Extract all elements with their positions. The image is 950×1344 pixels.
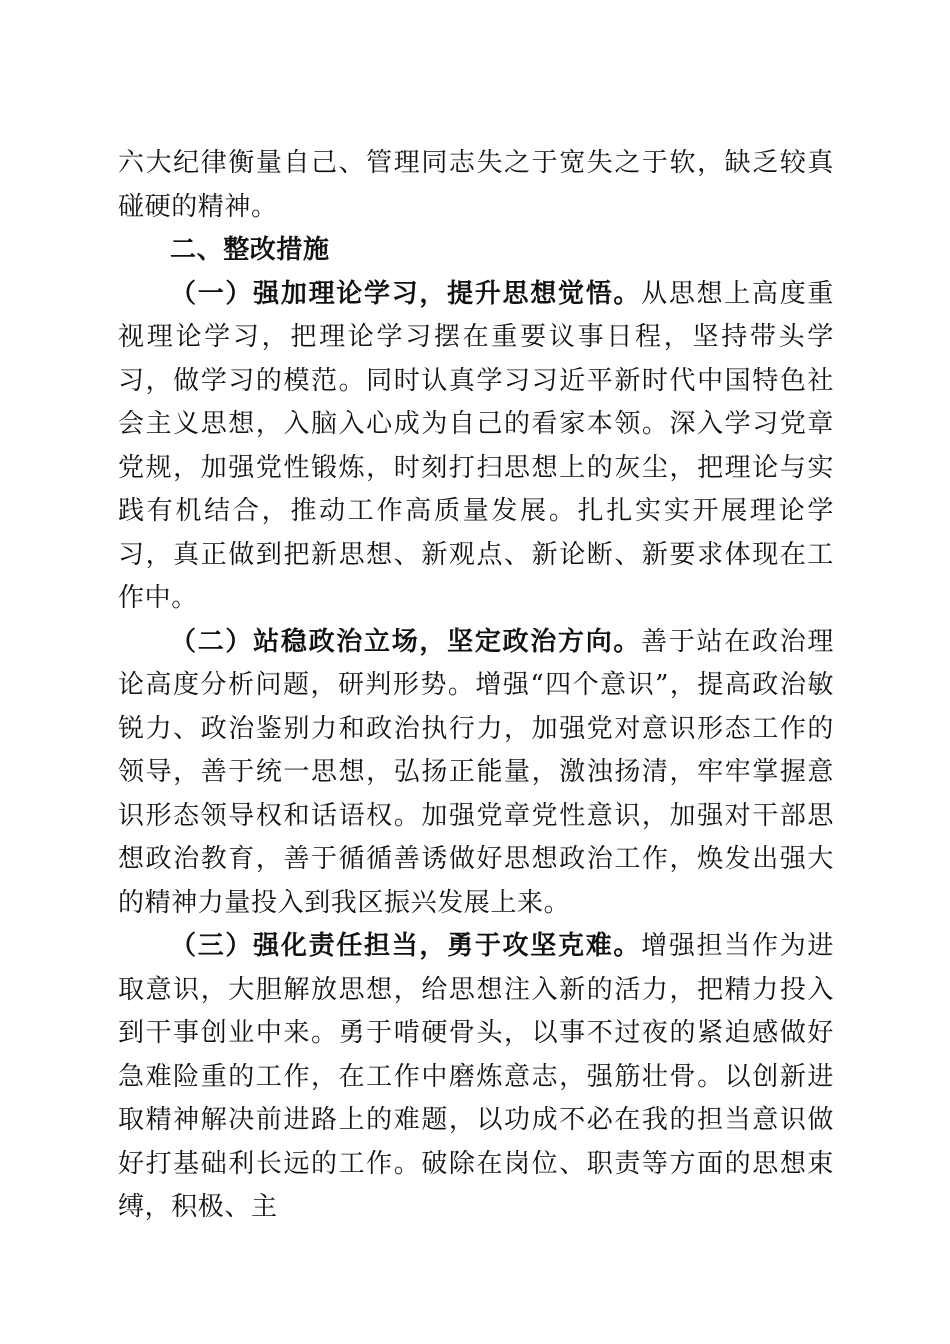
measure-body-2: 善于站在政治理论高度分析问题，研判形势。增强“四个意识”，提高政治敏锐力、政治鉴别力和政治执行力，加强党对意识形态工作的领导，善于统一思想，弘扬正能量，激浊扬清，牢牢掌握意识形态领导权和话语权。加强党章党性意识，加强对干部思想政治教育，善于循循善诱做好思想政治工作，焕发出强大的精神力量投入到我区振兴发展上来。 — [118, 626, 835, 918]
measure-body-3: 增强担当作为进取意识，大胆解放思想，给思想注入新的活力，把精力投入到干事创业中来。勇于啃硬骨头，以事不过夜的紧迫感做好急难险重的工作，在工作中磨炼意志，强筋壮骨。以创新进取精神解决前进路上的难题，以功成不必在我的担当意识做好打基础利长远的工作。破除在岗位、职责等方面的思想束缚，积极、主 — [118, 931, 835, 1222]
measure-body-1: 从思想上高度重视理论学习，把理论学习摆在重要议事日程，坚持带头学习，做学习的模范。同时认真学习习近平新时代中国特色社会主义思想，入脑入心成为自己的看家本领。深入学习党章党规，加强党性锻炼，时刻打扫思想上的灰尘，把理论与实践有机结合，推动工作高质量发展。扎扎实实开展理论学习，真正做到把新思想、新观点、新论断、新要求体现在工作中。 — [118, 278, 835, 613]
document-body — [118, 142, 834, 1230]
continuation-paragraph: 六大纪律衡量自己、管理同志失之于宽失之于软，缺乏较真碰硬的精神。 — [118, 148, 834, 222]
measure-paragraph-1 — [118, 273, 834, 621]
measure-lead-3: （三）强化责任担当，勇于攻坚克难。 — [170, 931, 642, 961]
measure-lead-2: （二）站稳政治立场，坚定政治方向。 — [170, 626, 642, 657]
measure-lead-1: （一）强加理论学习，提升思想觉悟。 — [170, 278, 642, 309]
section-heading: 二、整改措施 — [170, 235, 330, 265]
measure-paragraph-3 — [118, 925, 834, 1230]
measure-paragraph-2 — [118, 621, 834, 926]
